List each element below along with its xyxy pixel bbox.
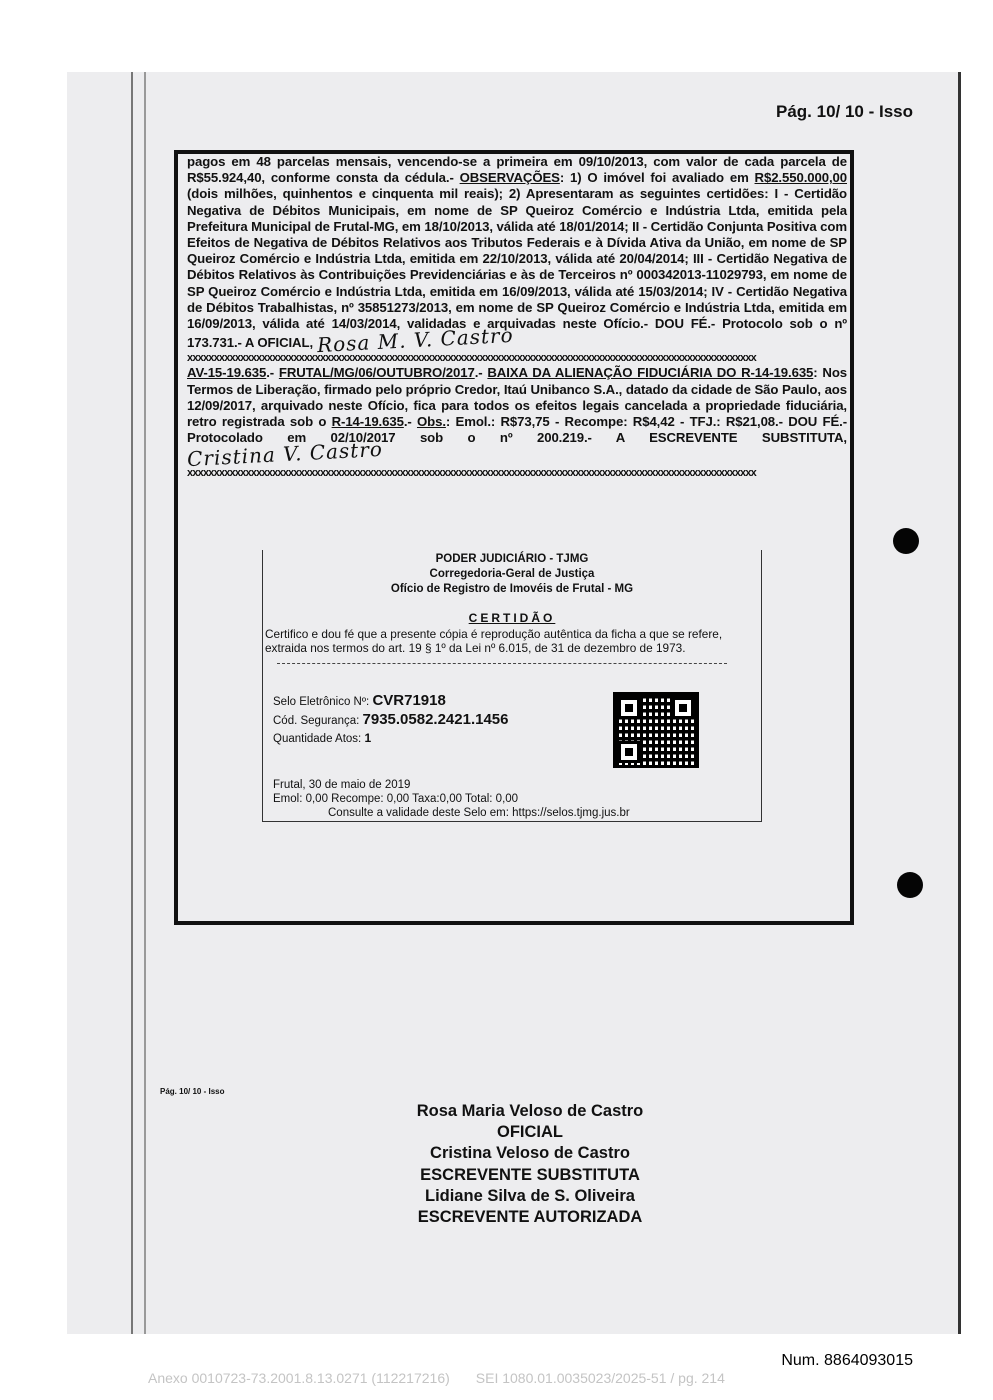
org-name: PODER JUDICIÁRIO - TJMG bbox=[435, 553, 589, 565]
signatory-role: ESCREVENTE SUBSTITUTA bbox=[420, 1165, 640, 1184]
org-department: Corregedoria-Geral de Justiça bbox=[429, 568, 595, 580]
small-page-footer: Pág. 10/ 10 - Isso bbox=[160, 1087, 225, 1096]
averbacao-paragraph: AV-15-19.635.- FRUTAL/MG/06/OUTUBRO/2017.- BAIXA DA ALIENAÇÃO FIDUCIÁRIA DO R-14-19.635: Nos Termos de Liberação, firmado pelo próprio Credor, Itaú Unibanco S.A., datado da cidade de São Paulo, aos 12/09/2017, arquivado neste Ofício, fica para todos os efeitos legais cancelada a propriedade fiduciária, retro registrada sob o R-14-19.635.- Obs.: Emol.: R$73,75 - Recompe: R$4,42 - TFJ.: R$21,08.- DOU FÉ.- Protocolado em 02/10/2017 sob o nº 200.219.- A ESCREVENTE SUBSTITUTA, Cristina V. Castro bbox=[186, 365, 848, 472]
observations-label: OBSERVAÇÕES bbox=[459, 170, 560, 186]
appraisal-value: R$2.550.000,00 bbox=[754, 170, 847, 186]
sei-reference: SEI 1080.01.0035023/2025-51 / pg. 214 bbox=[475, 1370, 725, 1386]
signatory-name: Rosa Maria Veloso de Castro bbox=[416, 1102, 644, 1120]
annex-reference: Anexo 0010723-73.2001.8.13.0271 (112217216) bbox=[148, 1370, 450, 1386]
signatory-role: ESCREVENTE AUTORIZADA bbox=[417, 1208, 643, 1227]
signature-escrevente: Cristina V. Castro bbox=[186, 437, 384, 472]
security-code-row: Cód. Segurança: 7935.0582.2421.1456 bbox=[273, 711, 509, 728]
certificate-place-date: Frutal, 30 de maio de 2019 bbox=[273, 779, 411, 791]
signatories-block bbox=[330, 1101, 730, 1228]
qr-code-icon bbox=[613, 692, 699, 768]
certificate-footer bbox=[273, 778, 630, 820]
security-code: 7935.0582.2421.1456 bbox=[362, 711, 509, 728]
certificate-stamp bbox=[262, 550, 762, 822]
signature-oficial: Rosa M. V. Castro bbox=[316, 323, 514, 358]
acts-quantity-row: Quantidade Atos: 1 bbox=[273, 731, 372, 745]
annex-watermark bbox=[148, 1370, 725, 1386]
certificate-header bbox=[263, 552, 761, 597]
signatory-name: Cristina Veloso de Castro bbox=[430, 1144, 630, 1163]
org-office: Ofício de Registro de Imovéis de Frutal - MG bbox=[390, 583, 634, 595]
document-number: Num. 8864093015 bbox=[781, 1352, 913, 1369]
registry-record-text bbox=[187, 154, 847, 480]
page-number-header: Pág. 10/ 10 - Isso bbox=[775, 102, 913, 121]
dashed-divider bbox=[277, 663, 727, 664]
seal-number: CVR71918 bbox=[372, 692, 446, 709]
seal-number-row: Selo Eletrônico Nº: CVR71918 bbox=[273, 692, 446, 709]
av-obs-label: Obs. bbox=[416, 414, 446, 430]
acts-quantity: 1 bbox=[364, 731, 372, 745]
certificate-consult-url: Consulte a validade deste Selo em: https://selos.tjmg.jus.br bbox=[328, 807, 630, 819]
av-reference: R-14-19.635 bbox=[331, 414, 404, 430]
separator-x-line: xxxxxxxxxxxxxxxxxxxxxxxxxxxxxxxxxxxxxxxxxxxxxxxxxxxxxxxxxxxxxxxxxxxxxxxxxxxxxxxxxxxxxxxxxxxxxxxxxxxxxxxxxxx bbox=[187, 466, 756, 479]
registry-paragraph: pagos em 48 parcelas mensais, vencendo-se a primeira em 09/10/2013, com valor de cada parcela de R$55.924,40, conforme consta da cédula.- OBSERVAÇÕES: 1) O imóvel foi avaliado em R$2.550.000,00 (dois milhões, quinhentos e cinquenta mil reais); 2) Apresentaram as seguintes certidões: I - Certidão Negativa de Débitos Municipais, em nome de SP Queiroz Comércio e Indústria Ltda, emitida pela Prefeitura Municipal de Frutal-MG, em 18/10/2013, válida até 18/01/2014; II - Certidão Conjunta Positiva com Efeitos de Negativa de Débitos Relativos aos Tributos Federais e à Dívida Ativa da União, em nome de SP Queiroz Comércio e Indústria Ltda, emitida em 22/10/2013, válida até 20/04/2014; III - Certidão Negativa de Débitos Relativos às Contribuições Previdenciárias e às de Terceiros nº 000342013-11029793, em nome de SP Queiroz Comércio e Indústria Ltda, emitida em 16/09/2013, válida até 15/03/2014; IV - Certidão Negativa de Débitos Trabalhistas, nº 35851273/2013, em nome de SP Queiroz Comércio e Indústria Ltda, emitida em 16/09/2013, válida até 14/03/2014, validadas e arquivadas neste Ofício.- DOU FÉ.- Protocolo sob o nº 173.731.- A OFICIAL, Rosa M. V. Castro bbox=[187, 154, 847, 358]
av-number: AV-15-19.635 bbox=[187, 365, 267, 381]
binder-hole bbox=[897, 872, 923, 898]
seal-info bbox=[273, 692, 509, 748]
separator-x-line: xxxxxxxxxxxxxxxxxxxxxxxxxxxxxxxxxxxxxxxxxxxxxxxxxxxxxxxxxxxxxxxxxxxxxxxxxxxxxxxxxxxxxxxxxxxxxxxxxxxxxxxxxxx bbox=[187, 352, 756, 365]
av-place-date: FRUTAL/MG/06/OUTUBRO/2017 bbox=[278, 365, 475, 381]
page-right-edge bbox=[958, 72, 961, 1334]
signatory-name: Lidiane Silva de S. Oliveira bbox=[424, 1186, 635, 1205]
certificate-body: Certifico e dou fé que a presente cópia é reprodução autêntica da ficha a que se refere, extraida nos termos do art. 19 § 1º da Lei nº 6.015, de 31 de dezembro de 1973. bbox=[265, 627, 723, 655]
page-fold-line bbox=[131, 72, 133, 1334]
certificate-title: CERTIDÃO bbox=[468, 611, 556, 625]
av-title: BAIXA DA ALIENAÇÃO FIDUCIÁRIA DO R-14-19.635 bbox=[487, 365, 814, 381]
signatory-role: OFICIAL bbox=[497, 1123, 563, 1142]
binder-hole bbox=[893, 528, 919, 554]
page-fold-line bbox=[144, 72, 146, 1334]
certificate-fees: Emol: 0,00 Recompe: 0,00 Taxa:0,00 Total: 0,00 bbox=[273, 793, 519, 805]
